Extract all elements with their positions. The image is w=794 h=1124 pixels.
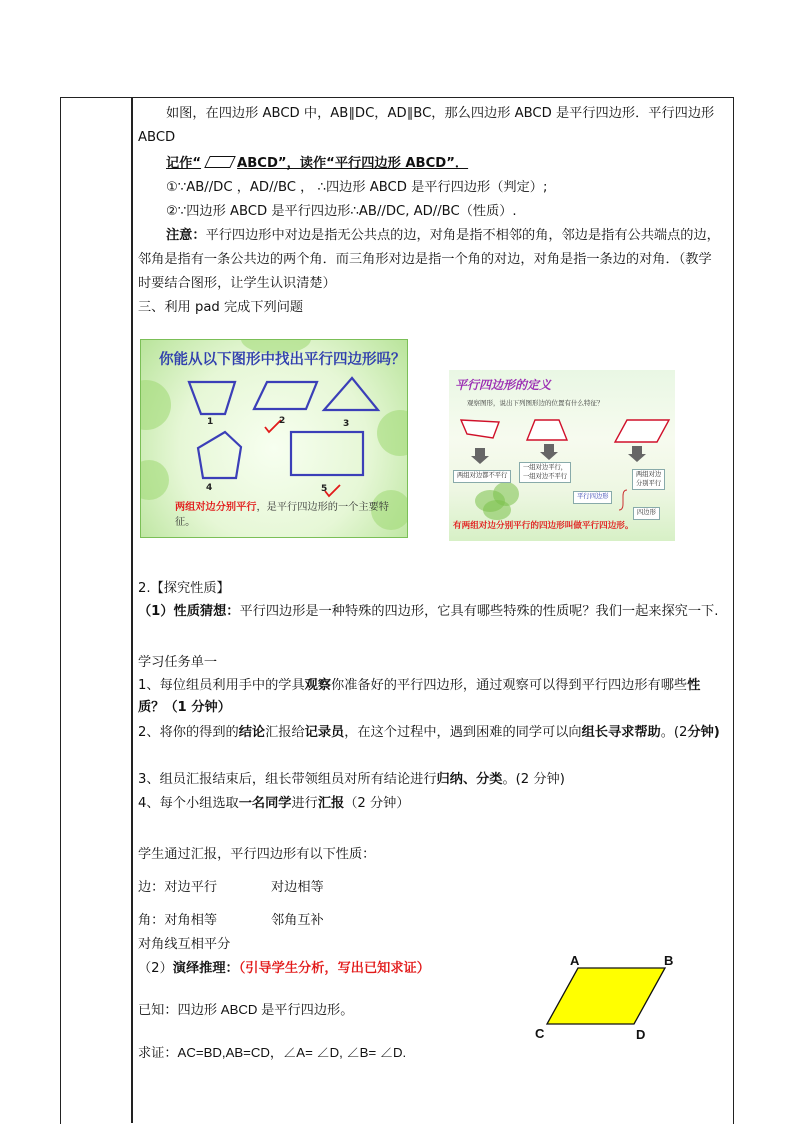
intro-line-2: ABCD	[138, 130, 176, 145]
conjecture-label: （1）性质猜想：	[138, 604, 240, 619]
parallelogram-shape	[615, 420, 669, 442]
task-1-c: 你准备好的平行四边形，通过观察可以得到平行四边形有哪些	[331, 678, 688, 693]
side-property: 边：对边平行	[138, 880, 218, 895]
task-1	[138, 675, 726, 719]
note-label: 注意：	[166, 228, 206, 243]
task-2-a: 2、将你的得到的	[138, 725, 239, 740]
box-two-pairs	[632, 469, 665, 490]
note-paragraph	[138, 224, 724, 296]
image2-title: 平行四边形的定义	[455, 378, 552, 392]
image2-subtitle: 观察图形，说出下列图形边的位置有什么特征？	[467, 399, 604, 407]
shape-label-4: 4	[206, 483, 213, 493]
task-2-h: 分钟)	[687, 725, 720, 740]
notation-rest: ABCD”，读作“平行四边形 ABCD”．	[237, 156, 469, 171]
properties-intro: 学生通过汇报，平行四边形有以下性质：	[138, 847, 376, 862]
prove-statement: 求证：AC=BD,AB=CD，∠A= ∠D, ∠B= ∠D.	[138, 1045, 407, 1060]
task-2-e: ，在这个过程中，遇到困难的同学可以向	[344, 725, 582, 740]
shape-label-2: 2	[279, 416, 286, 426]
quad-shape	[461, 420, 499, 438]
rectangle-shape	[291, 432, 363, 475]
down-arrow-icon	[540, 444, 558, 460]
criterion-item-2: ②∵四边形 ABCD 是平行四边形∴AB//DC, AD//BC（性质）.	[166, 204, 517, 219]
caption-rest: ，是平行四边形的一个主要特征。	[175, 502, 389, 528]
note-text: 平行四边形中对边是指无公共点的边，对角是指不相邻的角，邻边是指有公共端点的边，邻角是指有一条公共边的两个角．而三角形对边是指一个角的对边，对角是指一条边的对角．（教学时要结合图形，让学生认识清楚）	[138, 228, 720, 291]
side-property-2: 对边相等	[271, 880, 324, 895]
task-2-c: 汇报给	[265, 725, 305, 740]
intro-line-1: 如图，在四边形 ABCD 中，AB∥DC，AD∥BC，那么四边形 ABCD 是平行四边形．平行四边形	[166, 106, 715, 121]
trapezoid-shape	[189, 382, 235, 414]
notation-prefix: 记作“	[166, 156, 202, 171]
task-1-a: 1、每位组员利用手中的学具	[138, 678, 305, 693]
section-3-heading: 三、利用 pad 完成下列问题	[138, 300, 304, 315]
task-1-b: 观察	[304, 678, 332, 693]
vertex-a-label: A	[570, 953, 580, 968]
task-3	[138, 769, 565, 791]
pentagon-shape	[198, 432, 241, 478]
task-4-e: （2 分钟）	[344, 796, 410, 811]
bracket-line	[619, 490, 627, 510]
parallelogram-shape	[254, 382, 317, 409]
task-4	[138, 793, 410, 815]
diagonal-property: 对角线互相平分	[138, 937, 231, 952]
box-one-pair-line1: 一组对边平行，	[523, 464, 568, 471]
deduction-number: （2）	[138, 961, 173, 976]
caption-red: 两组对边分别平行	[175, 502, 257, 513]
deduction-hint: （引导学生分析，写出已知求证）	[238, 961, 430, 976]
explore-heading: 2.【探究性质】	[138, 581, 230, 596]
image1-title: 你能从以下图形中找出平行四边形吗？	[159, 352, 406, 368]
shape-label-5: 5	[321, 484, 328, 494]
shape-label-1: 1	[207, 417, 214, 427]
task-title: 学习任务单一	[138, 655, 218, 670]
notation-line	[138, 152, 724, 176]
angle-property-2: 邻角互补	[271, 913, 324, 928]
parallelogram-symbol-icon	[204, 156, 236, 168]
conjecture-text: 平行四边形是一种特殊的四边形，它具有哪些特殊的性质呢？我们一起来探究一下.	[239, 604, 719, 619]
down-arrow-icon	[471, 448, 489, 464]
find-parallelogram-image	[140, 339, 408, 538]
box-one-pair-line2: 一组对边不平行	[523, 472, 568, 480]
image2-footer: 有两组对边分别平行的四边形叫做平行四边形。	[453, 521, 634, 531]
task-4-b: 一名同学	[238, 796, 292, 811]
task-3-c: 。(2 分钟)	[502, 772, 565, 787]
deduction-label: 演绎推理：	[172, 961, 239, 976]
task-4-d: 汇报	[317, 796, 345, 811]
parallelogram-figure-svg	[535, 955, 685, 1045]
task-3-a: 3、组员汇报结束后，组长带领组员对所有结论进行	[138, 772, 437, 787]
deduction-heading	[138, 957, 430, 976]
lesson-content	[138, 100, 724, 320]
task-3-b: 归纳、分类	[436, 772, 503, 787]
parallelogram-abcd-shape	[547, 968, 665, 1024]
task-2	[138, 722, 728, 744]
task-2-g: 。(2	[660, 725, 688, 740]
task-1-d: 性质？（1 分钟）	[138, 678, 701, 715]
box-quadrilateral: 四边形	[633, 507, 660, 520]
task-2-f: 组长寻求帮助	[581, 725, 661, 740]
definition-image	[449, 370, 675, 541]
box-one-pair	[519, 462, 571, 483]
task-2-b: 结论	[238, 725, 266, 740]
task-4-c: 进行	[291, 796, 318, 811]
criterion-item-1: ①∵AB//DC ，AD//BC ， ∴四边形 ABCD 是平行四边形（判定）;	[166, 180, 548, 195]
down-arrow-icon	[628, 446, 646, 462]
task-2-d: 记录员	[304, 725, 345, 740]
shape-label-3: 3	[343, 419, 350, 429]
vertex-b-label: B	[664, 953, 674, 968]
box-two-pairs-line2: 分别平行	[636, 479, 662, 487]
triangle-shape	[324, 378, 378, 410]
parallelogram-figure	[535, 955, 685, 1045]
angle-property: 角：对角相等	[138, 913, 218, 928]
trapezoid-shape	[527, 420, 567, 440]
box-parallelogram: 平行四边形	[573, 491, 612, 504]
box-no-parallel: 两组对边都不平行	[453, 470, 511, 483]
box-two-pairs-line1: 两组对边	[636, 471, 662, 478]
column-divider	[131, 97, 133, 1123]
given-statement: 已知：四边形 ABCD 是平行四边形。	[138, 1002, 354, 1017]
image1-caption	[175, 500, 395, 530]
vertex-c-label: C	[535, 1026, 545, 1041]
task-4-a: 4、每个小组选取	[138, 796, 239, 811]
vertex-d-label: D	[636, 1027, 646, 1042]
conjecture-paragraph	[138, 601, 726, 623]
